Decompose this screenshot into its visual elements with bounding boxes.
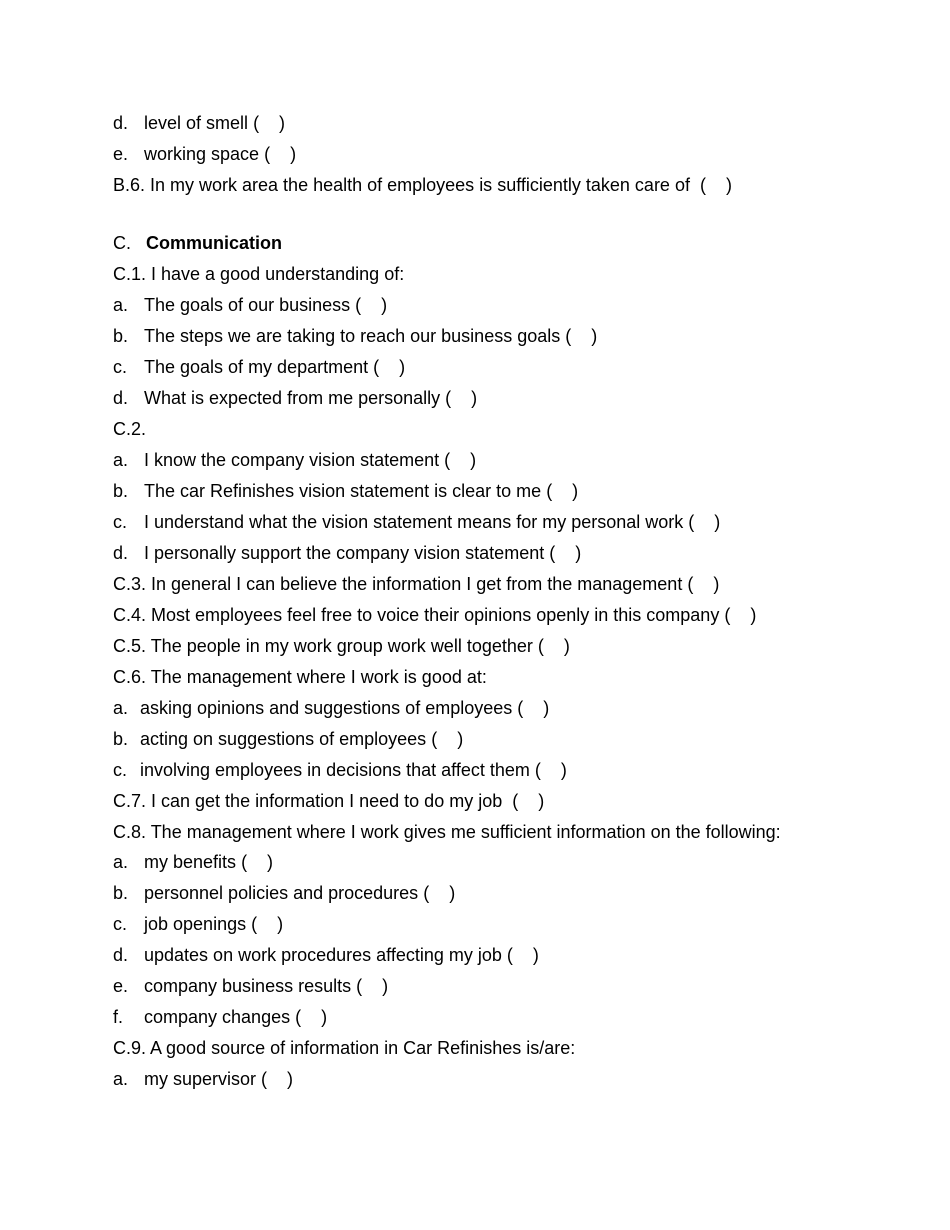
item-label: a. bbox=[113, 1069, 129, 1089]
question-text: C.9. A good source of information in Car Refinishes is/are: bbox=[113, 1038, 576, 1058]
item-label: d. bbox=[113, 945, 129, 965]
item-label: b. bbox=[113, 481, 129, 501]
answer-checkbox[interactable]: ( ) bbox=[506, 945, 539, 965]
item-text: my benefits ( ) bbox=[144, 847, 273, 878]
list-item bbox=[113, 476, 579, 507]
item-text: job openings ( ) bbox=[144, 909, 283, 940]
list-item bbox=[113, 940, 539, 971]
answer-checkbox[interactable]: ( ) bbox=[549, 543, 582, 563]
question-text: C.1. I have a good understanding of: bbox=[113, 264, 405, 284]
item-label: c. bbox=[113, 357, 128, 377]
answer-checkbox[interactable]: ( ) bbox=[546, 481, 579, 501]
list-item bbox=[113, 352, 406, 383]
answer-checkbox[interactable]: ( ) bbox=[241, 852, 274, 872]
question-text: C.2. bbox=[113, 419, 147, 439]
question-text: B.6. In my work area the health of employees is sufficiently taken care of bbox=[113, 175, 695, 195]
item-text: I personally support the company vision statement ( ) bbox=[144, 538, 581, 569]
question-text: C.7. I can get the information I need to do my job bbox=[113, 791, 508, 811]
item-label: c. bbox=[113, 512, 128, 532]
answer-checkbox[interactable]: ( ) bbox=[565, 326, 598, 346]
list-item bbox=[113, 290, 388, 321]
question-text: C.3. In general I can believe the information I get from the management bbox=[113, 574, 683, 594]
item-label: e. bbox=[113, 144, 129, 164]
item-label: b. bbox=[113, 326, 129, 346]
question-text: C.8. The management where I work gives me sufficient information on the following: bbox=[113, 822, 781, 842]
item-text: company business results ( ) bbox=[144, 971, 388, 1002]
question-text: C.6. The management where I work is good at: bbox=[113, 667, 487, 687]
item-text: asking opinions and suggestions of employees ( ) bbox=[140, 693, 549, 724]
item-text: working space ( ) bbox=[144, 139, 296, 170]
answer-checkbox[interactable]: ( ) bbox=[355, 295, 388, 315]
answer-checkbox[interactable]: ( ) bbox=[517, 698, 550, 718]
list-item bbox=[113, 445, 477, 476]
list-item bbox=[113, 971, 389, 1002]
list-item bbox=[113, 1002, 328, 1033]
question bbox=[113, 170, 732, 201]
question bbox=[113, 817, 781, 848]
item-text: I understand what the vision statement means for my personal work ( ) bbox=[144, 507, 720, 538]
item-text: The goals of our business ( ) bbox=[144, 290, 387, 321]
answer-checkbox[interactable]: ( ) bbox=[251, 914, 284, 934]
question bbox=[113, 414, 146, 445]
section-title: Communication bbox=[146, 233, 283, 253]
answer-checkbox[interactable]: ( ) bbox=[356, 976, 389, 996]
item-text: acting on suggestions of employees ( ) bbox=[140, 724, 463, 755]
list-item bbox=[113, 847, 274, 878]
question bbox=[113, 569, 719, 600]
item-text: The steps we are taking to reach our business goals ( ) bbox=[144, 321, 597, 352]
answer-checkbox[interactable]: ( ) bbox=[445, 388, 478, 408]
item-label: c. bbox=[113, 914, 128, 934]
answer-checkbox[interactable]: ( ) bbox=[534, 760, 567, 780]
item-label: a. bbox=[113, 295, 129, 315]
list-item bbox=[113, 507, 721, 538]
item-label: d. bbox=[113, 388, 129, 408]
answer-checkbox[interactable]: ( ) bbox=[373, 357, 406, 377]
question bbox=[113, 631, 570, 662]
answer-checkbox[interactable]: ( ) bbox=[261, 1069, 294, 1089]
list-item bbox=[113, 538, 582, 569]
section-heading bbox=[113, 228, 283, 259]
item-text: I know the company vision statement ( ) bbox=[144, 445, 476, 476]
question bbox=[113, 786, 544, 817]
list-item bbox=[113, 383, 478, 414]
answer-checkbox[interactable]: ( ) bbox=[537, 636, 570, 656]
item-label: b. bbox=[113, 729, 129, 749]
item-label: f. bbox=[113, 1007, 124, 1027]
question bbox=[113, 259, 404, 290]
question-text: C.5. The people in my work group work well together bbox=[113, 636, 533, 656]
item-text: The goals of my department ( ) bbox=[144, 352, 405, 383]
item-text: personnel policies and procedures ( ) bbox=[144, 878, 455, 909]
list-item bbox=[113, 108, 286, 139]
answer-checkbox[interactable]: ( ) bbox=[724, 605, 757, 625]
list-item bbox=[113, 878, 456, 909]
item-text: updates on work procedures affecting my job ( ) bbox=[144, 940, 539, 971]
list-item bbox=[113, 321, 598, 352]
list-item bbox=[113, 909, 284, 940]
item-label: d. bbox=[113, 543, 129, 563]
item-label: b. bbox=[113, 883, 129, 903]
question bbox=[113, 662, 487, 693]
question bbox=[113, 600, 756, 631]
answer-checkbox[interactable]: ( ) bbox=[512, 791, 545, 811]
answer-checkbox[interactable]: ( ) bbox=[687, 574, 720, 594]
item-text: What is expected from me personally ( ) bbox=[144, 383, 477, 414]
item-text: company changes ( ) bbox=[144, 1002, 327, 1033]
item-text: my supervisor ( ) bbox=[144, 1064, 293, 1095]
item-label: a. bbox=[113, 852, 129, 872]
item-label: a. bbox=[113, 698, 129, 718]
item-text: The car Refinishes vision statement is clear to me ( ) bbox=[144, 476, 578, 507]
question bbox=[113, 1033, 575, 1064]
list-item bbox=[113, 724, 464, 755]
answer-checkbox[interactable]: ( ) bbox=[699, 175, 732, 195]
answer-checkbox[interactable]: ( ) bbox=[264, 144, 297, 164]
answer-checkbox[interactable]: ( ) bbox=[688, 512, 721, 532]
section-label: C. bbox=[113, 233, 131, 253]
answer-checkbox[interactable]: ( ) bbox=[423, 883, 456, 903]
item-label: e. bbox=[113, 976, 129, 996]
answer-checkbox[interactable]: ( ) bbox=[253, 113, 286, 133]
item-text: level of smell ( ) bbox=[144, 108, 285, 139]
item-label: a. bbox=[113, 450, 129, 470]
list-item bbox=[113, 139, 297, 170]
list-item bbox=[113, 1064, 294, 1095]
item-label: c. bbox=[113, 760, 128, 780]
item-text: involving employees in decisions that affect them ( ) bbox=[140, 755, 567, 786]
answer-checkbox[interactable]: ( ) bbox=[431, 729, 464, 749]
item-label: d. bbox=[113, 113, 129, 133]
list-item bbox=[113, 755, 567, 786]
answer-checkbox[interactable]: ( ) bbox=[444, 450, 477, 470]
question-text: C.4. Most employees feel free to voice their opinions openly in this company bbox=[113, 605, 720, 625]
list-item bbox=[113, 693, 550, 724]
answer-checkbox[interactable]: ( ) bbox=[295, 1007, 328, 1027]
